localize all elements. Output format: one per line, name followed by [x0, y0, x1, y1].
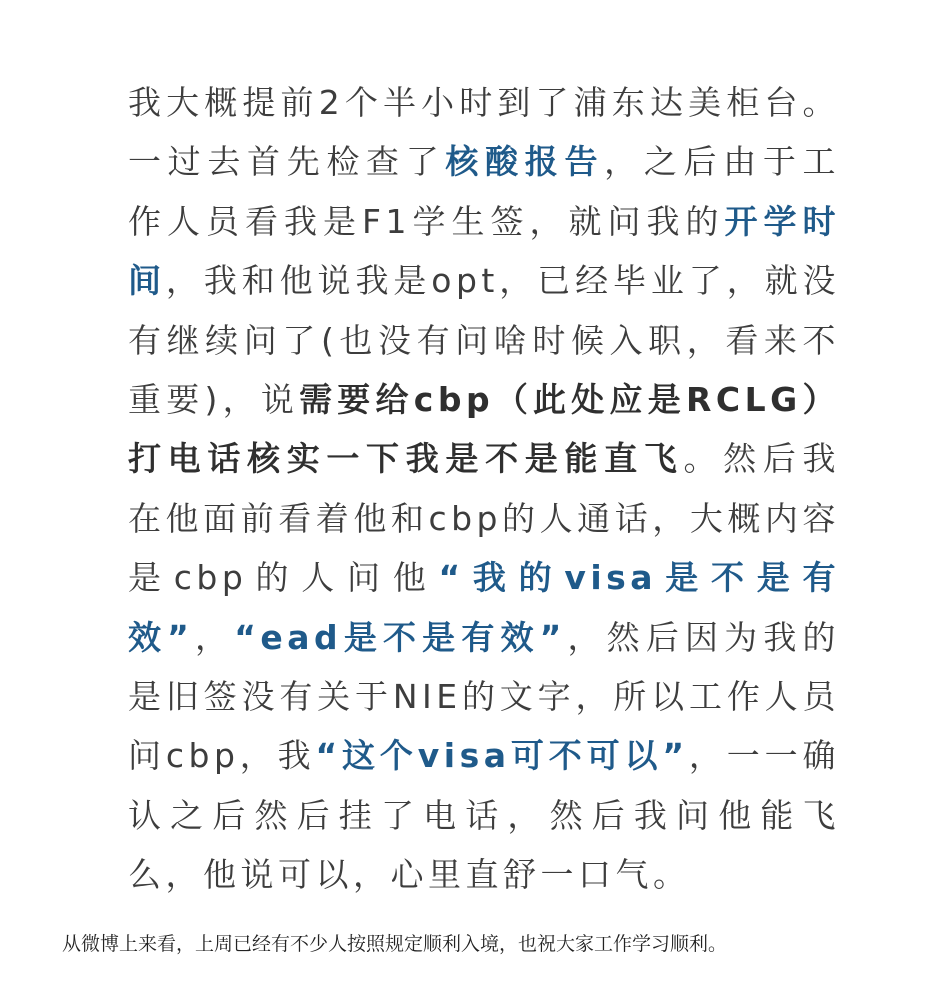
- text-segment: ，: [193, 617, 235, 657]
- highlight-phrase: 开学时间: [128, 201, 841, 301]
- article-paragraph: [128, 73, 840, 905]
- text-segment: 。然后我在他面前看着他和cbp的人通话，大概内容是cbp的人问他: [128, 439, 841, 598]
- highlight-quote: “这个visa可不可以”: [315, 736, 689, 776]
- text-segment: ，之后由于工作人员看我是F1学生签，就问我的: [128, 142, 841, 241]
- caption-text: 从微博上来看，上周已经有不少人按照规定顺利入境，也祝大家工作学习顺利。: [62, 933, 728, 955]
- text-segment: ，然后因为我的是旧签没有关于NIE的文字，所以工作人员问cbp，我: [128, 617, 840, 776]
- highlight-quote: “我的visa是不是有效”: [128, 558, 840, 657]
- text-segment: ，我和他说我是opt，已经毕业了，就没有继续问了(也没有问啥时候入职，看来不重要)，说: [128, 261, 841, 420]
- text-segment: ，一一确认之后然后挂了电话，然后我问他能飞么，他说可以，心里直舒一口气。: [128, 736, 840, 895]
- bold-phrase: 需要给cbp（此处应是RCLG）打电话核实一下我是不是能直飞: [128, 380, 840, 479]
- text-segment: 我大概提前2个半小时到了浦东达美柜台。一过去首先检查了: [128, 83, 840, 182]
- highlight-phrase: 核酸报告: [445, 142, 605, 182]
- highlight-quote: “ead是不是有效”: [234, 617, 566, 657]
